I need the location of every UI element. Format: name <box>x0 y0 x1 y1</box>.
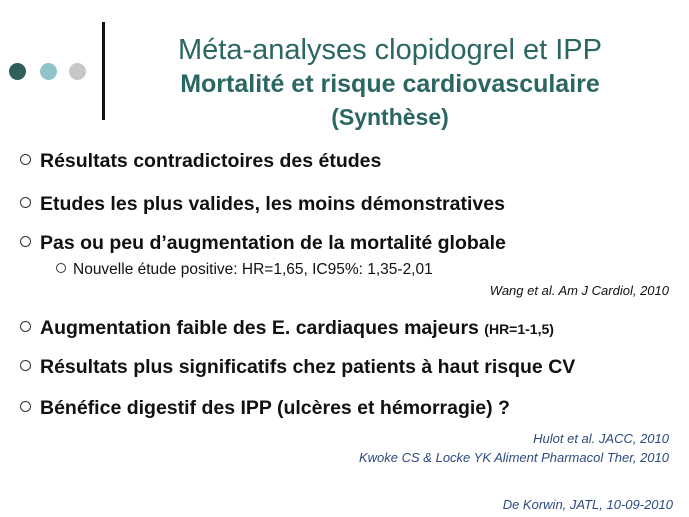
bullet-item <box>20 193 505 216</box>
hazard-ratio-note: (HR=1-1,5) <box>484 321 554 337</box>
circle-bullet-icon <box>20 360 31 371</box>
reference-kwoke: Kwoke CS & Locke YK Aliment Pharmacol Ther, 2010 <box>359 450 669 465</box>
slide-subtitle-synthese: (Synthèse) <box>331 104 449 130</box>
bullet-text: Bénéfice digestif des IPP (ulcères et hémorragie) ? <box>40 397 510 419</box>
decorative-dot-dark <box>9 63 26 80</box>
bullet-item <box>20 317 554 340</box>
bullet-text: Pas ou peu d’augmentation de la mortalité globale <box>40 232 506 254</box>
bullet-item <box>20 356 575 379</box>
reference-wang: Wang et al. Am J Cardiol, 2010 <box>489 283 669 298</box>
circle-bullet-icon <box>20 401 31 412</box>
decorative-dot-grey <box>69 63 86 80</box>
bullet-item <box>20 150 381 173</box>
reference-korwin: De Korwin, JATL, 10-09-2010 <box>502 497 673 512</box>
circle-bullet-icon <box>20 154 31 165</box>
bullet-item <box>20 397 510 420</box>
reference-hulot: Hulot et al. JACC, 2010 <box>533 431 669 446</box>
circle-bullet-icon <box>56 263 66 273</box>
circle-bullet-icon <box>20 236 31 247</box>
circle-bullet-icon <box>20 321 31 332</box>
sub-bullet-item <box>56 261 433 279</box>
slide-subtitle: Mortalité et risque cardiovasculaire <box>180 70 600 98</box>
bullet-text: Etudes les plus valides, les moins démonstratives <box>40 193 505 215</box>
circle-bullet-icon <box>20 197 31 208</box>
decorative-dot-light <box>40 63 57 80</box>
slide-title: Méta-analyses clopidogrel et IPP <box>178 34 602 66</box>
bullet-text: Résultats contradictoires des études <box>40 150 382 172</box>
sub-bullet-text: Nouvelle étude positive: HR=1,65, IC95%: 1,35-2,01 <box>73 261 433 278</box>
bullet-item <box>20 232 506 255</box>
bullet-text: Résultats plus significatifs chez patients à haut risque CV <box>40 356 576 378</box>
bullet-text: Augmentation faible des E. cardiaques majeurs <box>40 317 485 339</box>
title-divider <box>102 22 105 120</box>
